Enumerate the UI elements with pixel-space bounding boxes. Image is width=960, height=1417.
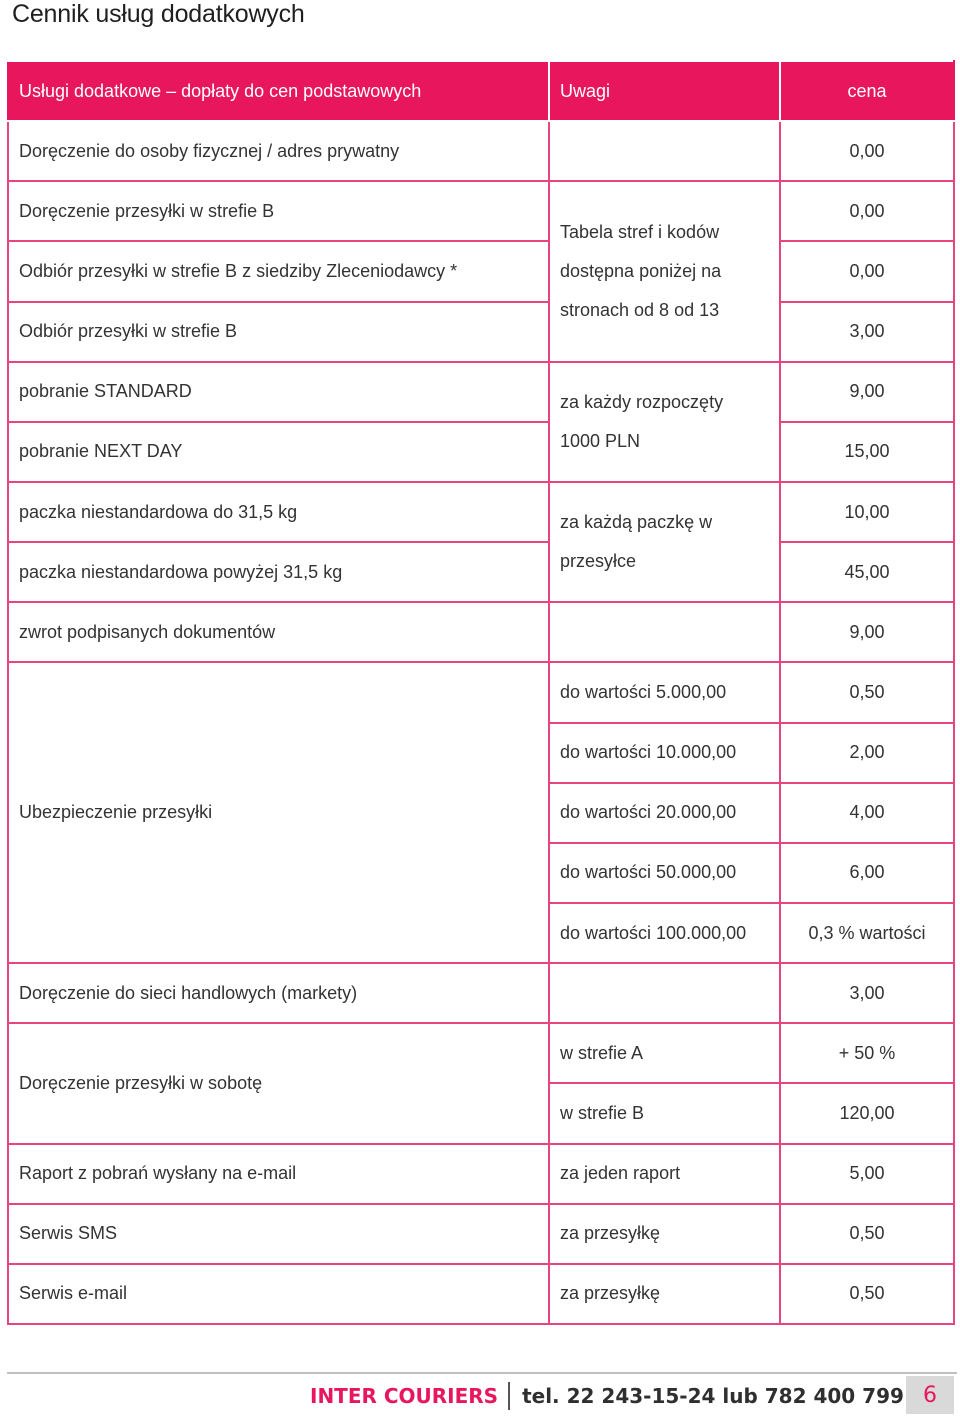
notes-cell: [549, 602, 780, 662]
price-cell: 9,00: [780, 602, 954, 662]
service-cell: pobranie STANDARD: [8, 362, 549, 422]
notes-cell: za jeden raport: [549, 1144, 780, 1204]
price-cell: 45,00: [780, 542, 954, 602]
note-line: za każdą paczkę w: [560, 512, 713, 533]
notes-cell: w strefie B: [549, 1083, 780, 1143]
table-row: [8, 602, 954, 662]
notes-cell: [549, 362, 780, 482]
price-cell: 15,00: [780, 422, 954, 482]
notes-cell: za przesyłkę: [549, 1204, 780, 1264]
notes-cell: w strefie A: [549, 1023, 780, 1083]
price-cell: 2,00: [780, 723, 954, 783]
note-line: za każdy rozpoczęty: [560, 391, 724, 412]
price-cell: 0,00: [780, 121, 954, 181]
service-cell: paczka niestandardowa do 31,5 kg: [8, 482, 549, 542]
table-row: [8, 1144, 954, 1204]
price-cell: 120,00: [780, 1083, 954, 1143]
note-line: przesyłce: [560, 551, 637, 572]
table-row: [8, 963, 954, 1023]
header-notes: Uwagi: [549, 61, 780, 121]
notes-cell: za przesyłkę: [549, 1264, 780, 1324]
service-cell: paczka niestandardowa powyżej 31,5 kg: [8, 542, 549, 602]
footer-separator: [508, 1382, 510, 1410]
pricing-table: [7, 60, 955, 1325]
footer-brand: INTER COURIERS: [310, 1384, 499, 1408]
table-row: [8, 241, 954, 301]
notes-cell: do wartości 20.000,00: [549, 783, 780, 843]
price-cell: 0,00: [780, 241, 954, 301]
table-row: [8, 662, 954, 722]
notes-cell: do wartości 100.000,00: [549, 903, 780, 963]
price-cell: 0,50: [780, 1204, 954, 1264]
service-cell: zwrot podpisanych dokumentów: [8, 602, 549, 662]
notes-cell: do wartości 5.000,00: [549, 662, 780, 722]
notes-cell: do wartości 10.000,00: [549, 723, 780, 783]
note-line: Tabela stref i kodów: [560, 221, 720, 242]
table-row: [8, 482, 954, 542]
price-cell: 3,00: [780, 302, 954, 362]
table-row: [8, 1023, 954, 1083]
service-cell: pobranie NEXT DAY: [8, 422, 549, 482]
table-row: [8, 422, 954, 482]
price-cell: 5,00: [780, 1144, 954, 1204]
service-cell: Doręczenie przesyłki w sobotę: [8, 1023, 549, 1143]
service-cell: Doręczenie do osoby fizycznej / adres prywatny: [8, 121, 549, 181]
price-cell: 0,50: [780, 662, 954, 722]
service-cell: Serwis e-mail: [8, 1264, 549, 1324]
service-cell: Ubezpieczenie przesyłki: [8, 662, 549, 963]
page-title: Cennik usług dodatkowych: [12, 0, 305, 28]
table-row: [8, 542, 954, 602]
table-row: [8, 121, 954, 181]
table-row: [8, 1264, 954, 1324]
price-cell: 4,00: [780, 783, 954, 843]
service-cell: Doręczenie do sieci handlowych (markety): [8, 963, 549, 1023]
note-line: stronach od 8 od 13: [560, 299, 720, 320]
footer: [310, 1378, 904, 1414]
page-number: 6: [906, 1376, 954, 1414]
table-row: [8, 181, 954, 241]
service-cell: Raport z pobrań wysłany na e-mail: [8, 1144, 549, 1204]
footer-divider: [7, 1372, 957, 1374]
header-service: Usługi dodatkowe – dopłaty do cen podstawowych: [8, 61, 549, 121]
table-row: [8, 362, 954, 422]
note-line: 1000 PLN: [560, 430, 641, 451]
notes-cell: [549, 181, 780, 361]
table-row: [8, 1204, 954, 1264]
service-cell: Odbiór przesyłki w strefie B z siedziby Zleceniodawcy *: [8, 241, 549, 301]
table-header-row: [8, 61, 954, 121]
price-cell: 0,00: [780, 181, 954, 241]
price-cell: 0,50: [780, 1264, 954, 1324]
price-cell: 10,00: [780, 482, 954, 542]
note-line: dostępna poniżej na: [560, 260, 722, 281]
table-row: [8, 302, 954, 362]
price-cell: 3,00: [780, 963, 954, 1023]
notes-cell: do wartości 50.000,00: [549, 843, 780, 903]
header-price: cena: [780, 61, 954, 121]
price-cell: 9,00: [780, 362, 954, 422]
notes-cell: [549, 963, 780, 1023]
price-cell: 6,00: [780, 843, 954, 903]
notes-cell: [549, 482, 780, 602]
footer-phone: tel. 22 243-15-24 lub 782 400 799: [522, 1384, 904, 1408]
price-cell: + 50 %: [780, 1023, 954, 1083]
service-cell: Doręczenie przesyłki w strefie B: [8, 181, 549, 241]
service-cell: Odbiór przesyłki w strefie B: [8, 302, 549, 362]
service-cell: Serwis SMS: [8, 1204, 549, 1264]
notes-cell: [549, 121, 780, 181]
price-cell: 0,3 % wartości: [780, 903, 954, 963]
